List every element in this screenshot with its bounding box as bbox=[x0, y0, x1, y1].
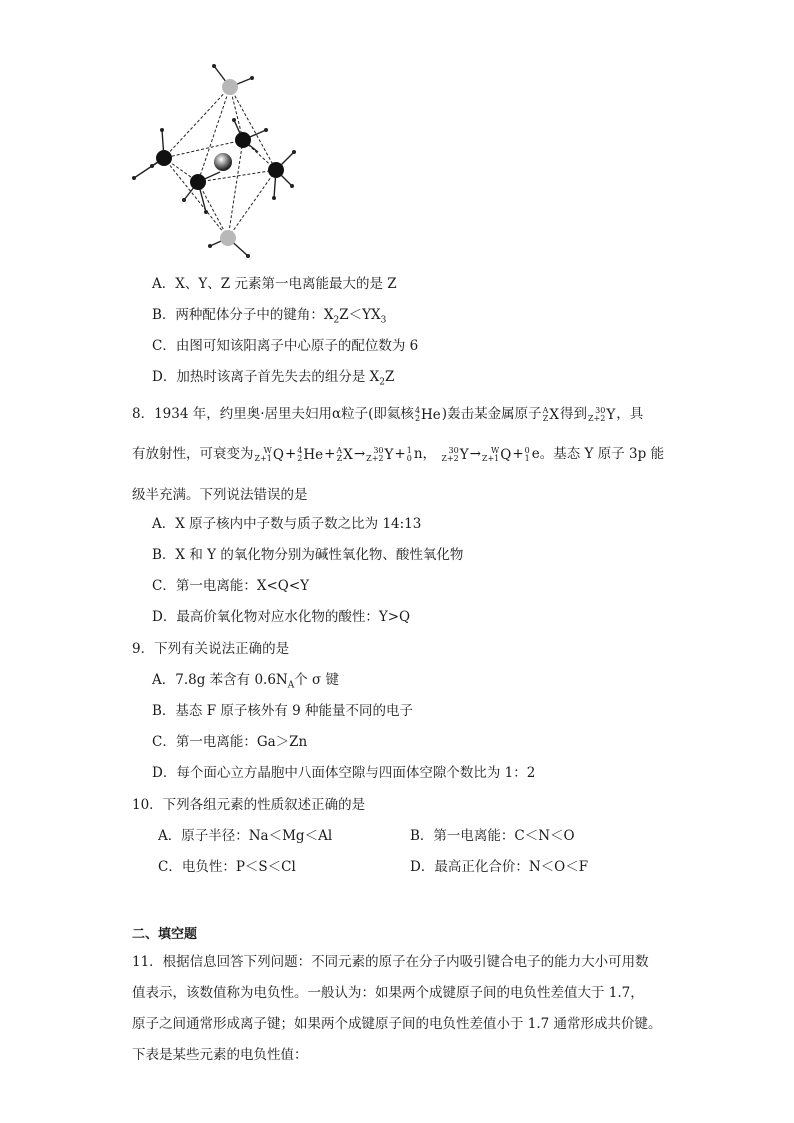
q10-option-b: B．第一电离能：C＜N＜O bbox=[410, 828, 575, 844]
q8-option-b: B．X 和 Y 的氧化物分别为碱性氧化物、酸性氧化物 bbox=[152, 547, 464, 563]
q7-option-a: A．X、Y、Z 元素第一电离能最大的是 Z bbox=[152, 276, 397, 292]
q10-option-d: D．最高正化合价：N＜O＜F bbox=[410, 859, 589, 875]
section-title: 二、填空题 bbox=[132, 927, 198, 942]
q10-option-a: A．原子半径：Na＜Mg＜Al bbox=[158, 828, 333, 844]
q9-option-a: A．7.8g 苯含有 $0.6N_A$个 σ 键 bbox=[152, 672, 340, 691]
q8-option-d: D．最高价氧化物对应水化物的酸性：Y>Q bbox=[152, 609, 411, 625]
q11-line2: 值表示，该数值称为电负性。一般认为：如果两个成键原子间的电负性差值大于 1.7， bbox=[132, 985, 644, 1001]
q8-stem-line2: 有放射性，可衰变为 W Z+1 Q + 4 2 He + A Z X → 30 Z+2 Y + 1 0 n， 30 Z+2 Y → W Z+1 Q + 0 1 e。基态 Y 原子 3p 能 bbox=[132, 445, 665, 463]
equatorial-ligand-4 bbox=[268, 162, 284, 178]
axial-ligand-bottom bbox=[220, 230, 236, 246]
equatorial-ligand-1 bbox=[156, 150, 172, 166]
q9-stem: 9．下列有关说法正确的是 bbox=[132, 641, 290, 657]
q10-option-c: C．电负性：P＜S＜Cl bbox=[158, 859, 296, 875]
q9-option-c: C．第一电离能：Ga＞Zn bbox=[152, 734, 308, 750]
q11-line4: 下表是某些元素的电负性值： bbox=[132, 1047, 308, 1063]
equatorial-ligand-2 bbox=[190, 174, 206, 190]
complex-structure-figure bbox=[126, 60, 302, 260]
q8-option-c: C．第一电离能：X<Q<Y bbox=[152, 578, 310, 594]
q11-line1: 11．根据信息回答下列问题：不同元素的原子在分子内吸引键合电子的能力大小可用数 bbox=[132, 954, 649, 970]
q7-option-d: D．加热时该离子首先失去的组分是 $X_2Z$ bbox=[152, 369, 395, 388]
q7-option-c: C．由图可知该阳离子中心原子的配位数为 6 bbox=[152, 338, 419, 354]
axial-ligand-top bbox=[222, 79, 238, 95]
central-metal-atom bbox=[214, 153, 232, 171]
q10-stem: 10．下列各组元素的性质叙述正确的是 bbox=[132, 797, 366, 813]
q8-stem-line1: 8．1934 年，约里奥·居里夫妇用α粒子(即氦核 4 2 He )轰击某金属原子 A Z X 得到 30 Z+2 Y ，具 bbox=[132, 405, 644, 423]
q8-option-a: A．X 原子核内中子数与质子数之比为 14:13 bbox=[152, 516, 422, 532]
q9-option-b: B．基态 F 原子核外有 9 种能量不同的电子 bbox=[152, 703, 414, 719]
q9-option-d: D．每个面心立方晶胞中八面体空隙与四面体空隙个数比为 1：2 bbox=[152, 765, 536, 781]
q11-line3: 原子之间通常形成离子键；如果两个成键原子间的电负性差值小于 1.7 通常形成共价键。 bbox=[132, 1016, 662, 1032]
q8-stem-line3: 级半充满。下列说法错误的是 bbox=[132, 487, 308, 503]
equatorial-ligand-3 bbox=[235, 132, 251, 148]
q7-option-b: B．两种配体分子中的键角：$X_2Z<YX_3$ bbox=[152, 307, 387, 326]
